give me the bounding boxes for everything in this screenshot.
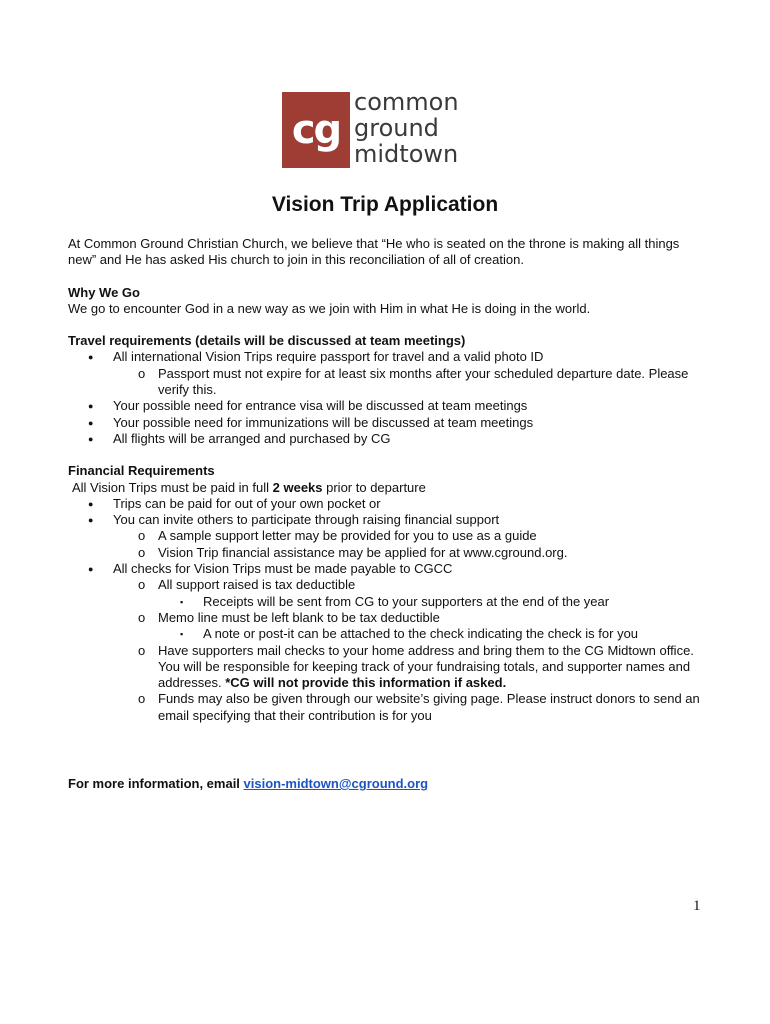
list-subitem: o A sample support letter may be provided for you to use as a guide: [138, 528, 537, 544]
why-heading: Why We Go: [68, 284, 140, 300]
list-detail: ▪ A note or post-it can be attached to the check indicating the check is for you: [180, 626, 639, 642]
travel-list: [68, 349, 708, 447]
list-item: ● Your possible need for entrance visa will be discussed at team meetings: [68, 398, 708, 414]
financial-intro: All Vision Trips must be paid in full 2 weeks prior to departure: [72, 479, 426, 495]
financial-heading: Financial Requirements: [68, 463, 215, 479]
email-link[interactable]: vision-midtown@cground.org: [243, 776, 429, 791]
intro-paragraph: At Common Ground Christian Church, we believe that “He who is seated on the throne is making all things new” and He has asked His church to join in this reconciliation of all of creation.: [68, 236, 680, 268]
logo-line-2: ground: [354, 114, 439, 142]
list-subitem: o Funds may also be given through our website’s giving page. Please instruct donors to send an email specifying that their contribution is for you: [138, 691, 700, 723]
logo-line-1: common: [354, 88, 459, 116]
footer-contact: For more information, email vision-midtown@cground.org: [68, 776, 429, 791]
list-item: ● You can invite others to participate through raising financial support: [68, 512, 708, 528]
page-number: 1: [693, 898, 701, 914]
list-subitem: o Have supporters mail checks to your home address and bring them to the CG Midtown office. You will be responsible for keeping track of your fundraising totals, and supporter names and addresses. *CG will not provide this information if asked.: [138, 642, 694, 691]
list-subitem: o Memo line must be left blank to be tax deductible: [138, 609, 440, 625]
list-detail: ▪ Receipts will be sent from CG to your supporters at the end of the year: [180, 593, 610, 609]
why-text: We go to encounter God in a new way as we join with Him in what He is doing in the world.: [68, 300, 591, 316]
page-title: Vision Trip Application: [271, 193, 499, 216]
list-item: ● Trips can be paid for out of your own pocket or: [68, 496, 708, 512]
list-subitem: o Vision Trip financial assistance may be applied for at www.cground.org.: [138, 544, 568, 560]
list-item: ● All checks for Vision Trips must be made payable to CGCC: [68, 561, 708, 577]
travel-heading: Travel requirements (details will be discussed at team meetings): [68, 333, 466, 349]
logo-wordmark: [354, 89, 459, 167]
logo-line-3: midtown: [354, 140, 459, 168]
list-item: ● All international Vision Trips require passport for travel and a valid photo ID: [68, 349, 708, 365]
financial-list: [68, 496, 708, 724]
list-subitem: o All support raised is tax deductible: [138, 577, 356, 593]
document-body: [68, 236, 708, 724]
list-item: ● All flights will be arranged and purchased by CG: [68, 431, 708, 447]
logo: [282, 88, 459, 169]
list-subitem: o Passport must not expire for at least six months after your scheduled departure date. Please verify this.: [138, 365, 689, 398]
logo-monogram: cg: [282, 92, 350, 168]
list-item: ● Your possible need for immunizations will be discussed at team meetings: [68, 415, 708, 431]
